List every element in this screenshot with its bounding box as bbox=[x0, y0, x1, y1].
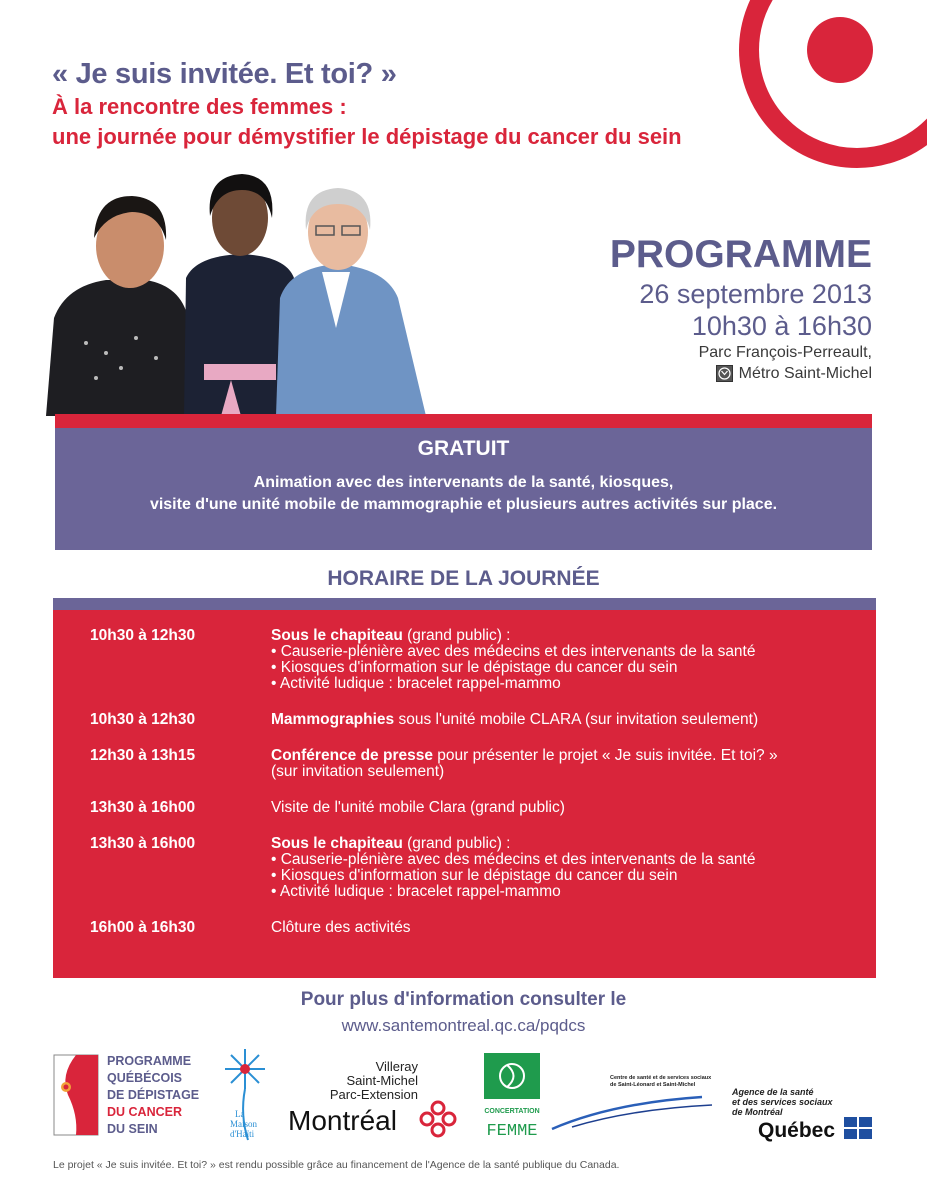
schedule-row bbox=[53, 748, 876, 780]
agence-line-2: et des services sociaux bbox=[732, 1097, 833, 1107]
schedule-time: 16h00 à 16h30 bbox=[90, 919, 196, 936]
csss-line-1: Centre de santé et de services sociaux bbox=[610, 1075, 712, 1081]
schedule-time: 13h30 à 16h00 bbox=[90, 799, 196, 816]
page-title: « Je suis invitée. Et toi? » bbox=[52, 58, 397, 90]
maison-line-3: d'Haïti bbox=[230, 1129, 255, 1139]
schedule-row bbox=[53, 800, 876, 816]
subtitle-line-1: À la rencontre des femmes : bbox=[52, 94, 347, 119]
schedule-time: 12h30 à 13h15 bbox=[90, 747, 196, 764]
gratuit-description bbox=[55, 472, 872, 516]
info-title: Pour plus d'information consulter le bbox=[300, 989, 627, 1010]
schedule-description bbox=[271, 712, 851, 728]
montreal-logo bbox=[288, 1059, 455, 1136]
programme-place: Parc François-Perreault, bbox=[698, 344, 872, 361]
programme-date: 26 septembre 2013 bbox=[639, 279, 872, 309]
programme-title: PROGRAMME bbox=[609, 233, 872, 276]
quebec-wordmark: Québec bbox=[758, 1119, 836, 1142]
pqdcs-line-5: DU SEIN bbox=[107, 1122, 158, 1136]
agence-line-1: Agence de la santé bbox=[732, 1087, 814, 1097]
schedule-text: (grand public) : bbox=[402, 835, 511, 852]
schedule-time: 10h30 à 12h30 bbox=[90, 711, 196, 728]
maison-haiti-logo bbox=[225, 1049, 265, 1140]
montreal-line-2: Saint-Michel bbox=[346, 1073, 418, 1088]
schedule-bold: Sous le chapiteau bbox=[271, 835, 403, 852]
schedule-text: Clôture des activités bbox=[271, 919, 411, 936]
montreal-wordmark: Montréal bbox=[288, 1105, 397, 1136]
gratuit-line-2: visite d'une unité mobile de mammographie et plusieurs autres activités sur place. bbox=[149, 496, 778, 513]
schedule-line: • Activité ludique : bracelet rappel-mammo bbox=[271, 675, 561, 692]
schedule-line: • Causerie-plénière avec des médecins et des intervenants de la santé bbox=[271, 851, 756, 868]
schedule-top-stripe bbox=[53, 598, 876, 610]
schedule-line: (sur invitation seulement) bbox=[271, 763, 445, 780]
maison-line-2: Maison bbox=[230, 1119, 257, 1129]
programme-metro bbox=[452, 363, 872, 384]
montreal-line-3: Parc-Extension bbox=[329, 1087, 418, 1102]
header bbox=[52, 58, 752, 152]
partner-logos bbox=[52, 1045, 882, 1145]
pqdcs-line-1: PROGRAMME bbox=[107, 1054, 192, 1068]
schedule-description bbox=[271, 628, 851, 692]
schedule-row bbox=[53, 920, 876, 936]
schedule-description bbox=[271, 800, 851, 816]
schedule-bold: Sous le chapiteau bbox=[271, 627, 403, 644]
schedule-bold: Mammographies bbox=[271, 711, 395, 728]
montreal-line-1: Villeray bbox=[375, 1059, 418, 1074]
women-photo bbox=[46, 168, 436, 416]
schedule-time: 10h30 à 12h30 bbox=[90, 627, 196, 644]
woman-right-figure bbox=[276, 188, 426, 416]
programme-time: 10h30 à 16h30 bbox=[691, 311, 872, 341]
csss-logo bbox=[552, 1075, 712, 1129]
schedule-row bbox=[53, 836, 876, 900]
schedule-line: • Kiosques d'information sur le dépistage du cancer du sein bbox=[271, 659, 678, 676]
schedule-text: Visite de l'unité mobile Clara (grand public) bbox=[271, 799, 565, 816]
info-url-link[interactable]: www.santemontreal.qc.ca/pqdcs bbox=[341, 1016, 586, 1035]
schedule-time: 13h30 à 16h00 bbox=[90, 835, 196, 852]
pqdcs-line-2: QUÉBÉCOIS bbox=[107, 1071, 183, 1085]
subtitle-line-2: une journée pour démystifier le dépistage du cancer du sein bbox=[52, 124, 682, 149]
agence-quebec-logo bbox=[731, 1087, 872, 1142]
pqdcs-line-4: DU CANCER bbox=[107, 1105, 182, 1119]
gratuit-line-1: Animation avec des intervenants de la santé, kiosques, bbox=[253, 474, 674, 491]
maison-line-1: La bbox=[235, 1109, 245, 1119]
schedule-description bbox=[271, 920, 851, 936]
concertation-line-1: CONCERTATION bbox=[484, 1108, 540, 1115]
woman-left-figure bbox=[46, 196, 191, 416]
gratuit-title: GRATUIT bbox=[417, 437, 510, 460]
programme-info bbox=[452, 232, 872, 384]
pqdcs-line-3: DE DÉPISTAGE bbox=[107, 1088, 200, 1102]
concertation-femme-logo bbox=[484, 1053, 540, 1141]
schedule-row bbox=[53, 628, 876, 692]
schedule-description bbox=[271, 836, 851, 900]
schedule-title: HORAIRE DE LA JOURNÉE bbox=[327, 567, 600, 590]
schedule-text: pour présenter le projet « Je suis invitée. Et toi? » bbox=[432, 747, 778, 764]
schedule-table bbox=[53, 610, 876, 978]
schedule-text: (grand public) : bbox=[402, 627, 511, 644]
schedule-text: sous l'unité mobile CLARA (sur invitation seulement) bbox=[394, 711, 759, 728]
schedule-line: • Causerie-plénière avec des médecins et des intervenants de la santé bbox=[271, 643, 756, 660]
csss-line-2: de Saint-Léonard et Saint-Michel bbox=[610, 1082, 696, 1088]
schedule-line: • Kiosques d'information sur le dépistage du cancer du sein bbox=[271, 867, 678, 884]
metro-icon bbox=[716, 365, 733, 382]
footer-note: Le projet « Je suis invitée. Et toi? » est rendu possible grâce au financement de l'Agence de la santé publique du Canada. bbox=[53, 1159, 620, 1171]
schedule-description bbox=[271, 748, 851, 780]
schedule-bold: Conférence de presse bbox=[271, 747, 433, 764]
gratuit-band bbox=[55, 428, 872, 550]
schedule-line: • Activité ludique : bracelet rappel-mammo bbox=[271, 883, 561, 900]
schedule-row bbox=[53, 712, 876, 728]
pqdcs-logo bbox=[54, 1054, 199, 1136]
agence-line-3: de Montréal bbox=[732, 1107, 783, 1117]
metro-label: Métro Saint-Michel bbox=[738, 365, 872, 382]
gratuit-top-stripe bbox=[55, 414, 872, 428]
concertation-line-2: FEMME bbox=[486, 1122, 538, 1141]
